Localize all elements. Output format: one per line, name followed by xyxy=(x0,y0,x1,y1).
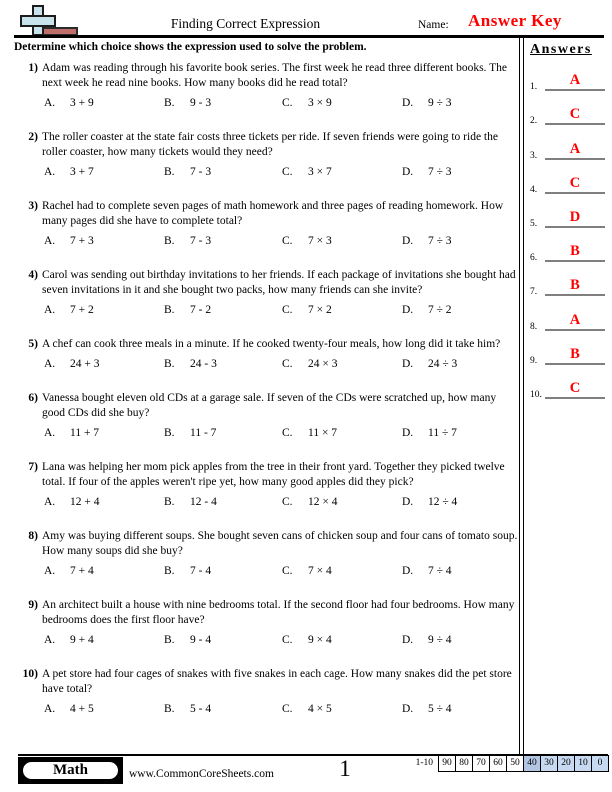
answer-letter-blank: B xyxy=(545,275,605,296)
choice-label: C. xyxy=(282,235,293,247)
choice-label: D. xyxy=(402,427,414,439)
question-text: Lana was helping her mom pick apples from the tree in their front yard. Together they picked twelve total. If four of the apples weren't ripe yet, how many good apples did they pick? xyxy=(42,461,505,488)
choice-expression: 7 × 3 xyxy=(308,235,332,247)
choice-row xyxy=(42,564,520,579)
choice-expression: 7 - 4 xyxy=(190,565,212,577)
answer-slot xyxy=(528,333,608,367)
score-grid-cells xyxy=(439,755,609,772)
choice-expression: 9 - 3 xyxy=(190,97,212,109)
question-text: The roller coaster at the state fair costs three tickets per ride. If seven friends were going to ride the roller coaster, how many tickets would they need? xyxy=(42,131,498,158)
answer-choice-c xyxy=(282,702,332,717)
choice-row xyxy=(42,495,520,510)
answer-choice-c xyxy=(282,357,338,372)
question-number: 1) xyxy=(28,62,38,74)
answer-choice-b xyxy=(164,303,211,318)
subject-label: Math xyxy=(21,760,120,781)
choice-expression: 4 × 5 xyxy=(308,703,332,715)
choice-row xyxy=(42,357,520,372)
choice-row xyxy=(42,96,520,111)
choice-expression: 7 ÷ 3 xyxy=(428,235,452,247)
answer-choice-a xyxy=(44,96,94,111)
answer-choice-c xyxy=(282,633,332,648)
choice-label: B. xyxy=(164,166,175,178)
choice-label: D. xyxy=(402,565,414,577)
question-number: 9) xyxy=(28,599,38,611)
answer-choice-c xyxy=(282,96,332,111)
choice-label: C. xyxy=(282,358,293,370)
question-text: Adam was reading through his favorite book series. The first week he read three different books. The next week he read nine books. How many books did he read total? xyxy=(42,62,507,89)
score-grid xyxy=(416,755,609,772)
choice-label: B. xyxy=(164,358,175,370)
question-number: 7) xyxy=(28,461,38,473)
answer-letter-blank: A xyxy=(545,70,605,91)
choice-expression: 7 × 2 xyxy=(308,304,332,316)
choice-label: B. xyxy=(164,427,175,439)
choice-expression: 3 + 9 xyxy=(70,97,94,109)
question-number: 5) xyxy=(28,338,38,350)
instruction-text: Determine which choice shows the expression used to solve the problem. xyxy=(14,41,367,53)
choice-expression: 24 ÷ 3 xyxy=(428,358,458,370)
answer-choice-d xyxy=(402,426,457,441)
question-item xyxy=(14,130,520,180)
answer-slot-number: 8. xyxy=(530,321,538,332)
choice-expression: 5 - 4 xyxy=(190,703,212,715)
choice-label: A. xyxy=(44,358,56,370)
answer-choice-d xyxy=(402,357,457,372)
score-cell: 30 xyxy=(540,755,558,772)
choice-label: D. xyxy=(402,703,414,715)
score-cell: 60 xyxy=(489,755,507,772)
answer-slot xyxy=(528,93,608,127)
choice-expression: 3 + 7 xyxy=(70,166,94,178)
choice-label: B. xyxy=(164,235,175,247)
choice-expression: 24 - 3 xyxy=(190,358,217,370)
choice-label: C. xyxy=(282,565,293,577)
choice-expression: 9 × 4 xyxy=(308,634,332,646)
answer-choice-b xyxy=(164,495,217,510)
answer-slot xyxy=(528,127,608,161)
answer-letter-blank: B xyxy=(545,241,605,262)
choice-label: D. xyxy=(402,496,414,508)
answer-choice-a xyxy=(44,702,94,717)
choice-label: A. xyxy=(44,703,56,715)
question-item xyxy=(14,529,520,579)
answer-slot xyxy=(528,367,608,401)
answer-choice-a xyxy=(44,564,94,579)
answers-heading: Answers xyxy=(530,42,592,57)
score-cell: 90 xyxy=(438,755,456,772)
answer-slot-number: 10. xyxy=(530,389,542,400)
choice-expression: 3 × 9 xyxy=(308,97,332,109)
choice-row xyxy=(42,702,520,717)
answer-choice-c xyxy=(282,165,332,180)
answer-choice-c xyxy=(282,564,332,579)
choice-label: D. xyxy=(402,97,414,109)
choice-expression: 12 + 4 xyxy=(70,496,100,508)
choice-label: A. xyxy=(44,565,56,577)
question-text: Carol was sending out birthday invitations to her friends. If each package of invitations she bought had seven invitations in it and she bought two packs, how many friends can she invite? xyxy=(42,269,516,296)
answer-slot-number: 1. xyxy=(530,82,538,93)
choice-label: B. xyxy=(164,304,175,316)
answer-choice-c xyxy=(282,303,332,318)
answer-choice-b xyxy=(164,357,217,372)
answer-choice-d xyxy=(402,96,452,111)
choice-label: A. xyxy=(44,166,56,178)
score-cell: 10 xyxy=(574,755,592,772)
answer-letter-blank: B xyxy=(545,344,605,365)
choice-expression: 9 - 4 xyxy=(190,634,212,646)
questions xyxy=(14,61,520,736)
choice-label: B. xyxy=(164,97,175,109)
question-number: 10) xyxy=(22,668,38,680)
answer-slot xyxy=(528,264,608,298)
answer-slot xyxy=(528,230,608,264)
choice-expression: 12 ÷ 4 xyxy=(428,496,458,508)
answer-choice-d xyxy=(402,564,452,579)
choice-expression: 11 + 7 xyxy=(70,427,100,439)
question-item xyxy=(14,391,520,441)
choice-label: D. xyxy=(402,634,414,646)
answer-choice-b xyxy=(164,165,211,180)
answers-panel xyxy=(528,41,608,401)
answer-letter-blank: A xyxy=(545,310,605,331)
choice-label: A. xyxy=(44,427,56,439)
question-text: An architect built a house with nine bedrooms total. If the second floor had four bedrooms. How many bedrooms does the first floor have? xyxy=(42,599,515,626)
answer-choice-a xyxy=(44,357,100,372)
answer-choice-d xyxy=(402,234,452,249)
choice-expression: 7 - 3 xyxy=(190,166,212,178)
answer-slot xyxy=(528,298,608,332)
choice-expression: 3 × 7 xyxy=(308,166,332,178)
answer-slot-number: 7. xyxy=(530,287,538,298)
answer-slot-number: 6. xyxy=(530,253,538,264)
choice-label: C. xyxy=(282,97,293,109)
choice-label: A. xyxy=(44,235,56,247)
choice-label: B. xyxy=(164,496,175,508)
choice-row xyxy=(42,234,520,249)
answer-choice-b xyxy=(164,633,211,648)
answer-choice-b xyxy=(164,426,216,441)
choice-expression: 7 - 2 xyxy=(190,304,212,316)
choice-label: C. xyxy=(282,703,293,715)
choice-label: C. xyxy=(282,166,293,178)
score-cell: 0 xyxy=(591,755,609,772)
answer-slot-number: 4. xyxy=(530,184,538,195)
choice-expression: 24 × 3 xyxy=(308,358,338,370)
answer-slot xyxy=(528,196,608,230)
choice-expression: 9 ÷ 3 xyxy=(428,97,452,109)
choice-expression: 9 ÷ 4 xyxy=(428,634,452,646)
score-cell: 80 xyxy=(455,755,473,772)
answer-letter-blank: C xyxy=(545,104,605,125)
answer-choice-c xyxy=(282,426,337,441)
answer-choice-b xyxy=(164,96,211,111)
question-item xyxy=(14,199,520,249)
question-number: 2) xyxy=(28,131,38,143)
choice-label: A. xyxy=(44,634,56,646)
choice-expression: 24 + 3 xyxy=(70,358,100,370)
answer-choice-a xyxy=(44,303,94,318)
worksheet-title: Finding Correct Expression xyxy=(170,16,321,31)
question-item xyxy=(14,337,520,372)
question-item xyxy=(14,460,520,510)
answer-choice-a xyxy=(44,495,100,510)
answer-choice-d xyxy=(402,303,452,318)
choice-expression: 7 + 2 xyxy=(70,304,94,316)
choice-label: B. xyxy=(164,565,175,577)
header-divider xyxy=(14,35,604,38)
choice-expression: 9 + 4 xyxy=(70,634,94,646)
answer-choice-b xyxy=(164,564,211,579)
choice-label: A. xyxy=(44,304,56,316)
choice-label: C. xyxy=(282,304,293,316)
choice-row xyxy=(42,303,520,318)
choice-label: B. xyxy=(164,634,175,646)
choice-label: C. xyxy=(282,634,293,646)
question-text: Rachel had to complete seven pages of math homework and three pages of reading homework. How many pages did she have to complete total? xyxy=(42,200,504,227)
choice-expression: 11 - 7 xyxy=(190,427,217,439)
page-number: 1 xyxy=(339,756,351,781)
choice-label: D. xyxy=(402,235,414,247)
score-cell: 20 xyxy=(557,755,575,772)
answer-slot-number: 9. xyxy=(530,355,538,366)
answer-choice-a xyxy=(44,234,94,249)
question-number: 4) xyxy=(28,269,38,281)
choice-expression: 7 ÷ 4 xyxy=(428,565,452,577)
answer-choice-b xyxy=(164,234,211,249)
choice-expression: 5 ÷ 4 xyxy=(428,703,452,715)
answer-slots xyxy=(528,59,608,401)
choice-expression: 7 × 4 xyxy=(308,565,332,577)
answer-choice-d xyxy=(402,702,452,717)
answer-letter-blank: C xyxy=(545,173,605,194)
choice-row xyxy=(42,426,520,441)
choice-label: A. xyxy=(44,496,56,508)
answer-choice-d xyxy=(402,165,452,180)
choice-expression: 7 ÷ 2 xyxy=(428,304,452,316)
question-text: Amy was buying different soups. She bought seven cans of chicken soup and four cans of tomato soup. How many soups did she buy? xyxy=(42,530,518,557)
choice-expression: 4 + 5 xyxy=(70,703,94,715)
answer-slot-number: 5. xyxy=(530,218,538,229)
answer-choice-a xyxy=(44,426,99,441)
question-item xyxy=(14,268,520,318)
choice-expression: 11 ÷ 7 xyxy=(428,427,457,439)
choice-label: C. xyxy=(282,496,293,508)
answer-choice-d xyxy=(402,633,452,648)
answer-letter-blank: C xyxy=(545,378,605,399)
answer-choice-c xyxy=(282,495,338,510)
question-item xyxy=(14,598,520,648)
name-label: Name: xyxy=(418,19,449,31)
answer-key-label: Answer Key xyxy=(468,11,562,30)
question-item xyxy=(14,61,520,111)
choice-row xyxy=(42,165,520,180)
question-text: Vanessa bought eleven old CDs at a garage sale. If seven of the CDs were scratched up, how many good CDs did she buy? xyxy=(42,392,497,419)
answer-slot xyxy=(528,59,608,93)
answer-choice-a xyxy=(44,633,94,648)
score-cell: 40 xyxy=(523,755,541,772)
question-item xyxy=(14,667,520,717)
choice-expression: 12 × 4 xyxy=(308,496,338,508)
choice-expression: 12 - 4 xyxy=(190,496,217,508)
question-number: 8) xyxy=(28,530,38,542)
answer-slot-number: 3. xyxy=(530,150,538,161)
choice-expression: 11 × 7 xyxy=(308,427,338,439)
score-cell: 50 xyxy=(506,755,524,772)
choice-label: D. xyxy=(402,304,414,316)
choice-label: D. xyxy=(402,166,414,178)
choice-expression: 7 ÷ 3 xyxy=(428,166,452,178)
choice-label: D. xyxy=(402,358,414,370)
subject-badge xyxy=(18,757,123,784)
answer-letter-blank: A xyxy=(545,139,605,160)
score-cell: 70 xyxy=(472,755,490,772)
question-number: 3) xyxy=(28,200,38,212)
answer-slot xyxy=(528,162,608,196)
choice-expression: 7 + 3 xyxy=(70,235,94,247)
question-number: 6) xyxy=(28,392,38,404)
website-text: www.CommonCoreSheets.com xyxy=(129,768,274,780)
choice-label: B. xyxy=(164,703,175,715)
answer-choice-b xyxy=(164,702,211,717)
choice-row xyxy=(42,633,520,648)
choice-label: A. xyxy=(44,97,56,109)
answer-slot-number: 2. xyxy=(530,116,538,127)
question-text: A pet store had four cages of snakes with five snakes in each cage. How many snakes did the pet store have total? xyxy=(42,668,512,695)
question-text: A chef can cook three meals in a minute. If he cooked twenty-four meals, how long did it take him? xyxy=(42,338,501,350)
answer-choice-a xyxy=(44,165,94,180)
answer-choice-c xyxy=(282,234,332,249)
choice-expression: 7 - 3 xyxy=(190,235,212,247)
score-range-label: 1-10 xyxy=(415,758,433,768)
choice-label: C. xyxy=(282,427,293,439)
answer-letter-blank: D xyxy=(545,207,605,228)
answer-choice-d xyxy=(402,495,457,510)
choice-expression: 7 + 4 xyxy=(70,565,94,577)
